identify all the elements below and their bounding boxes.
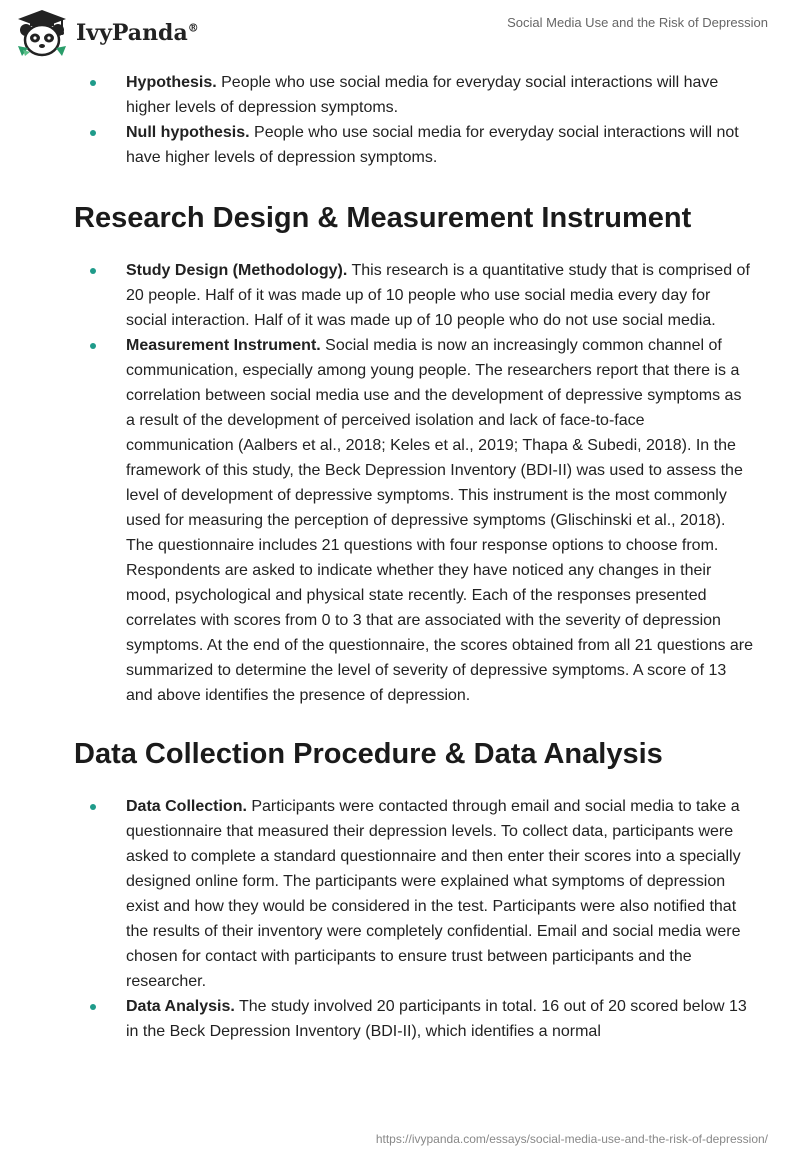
- bullet-icon: [90, 343, 96, 349]
- brand-name: IvyPanda®: [76, 20, 199, 46]
- ivypanda-logo[interactable]: [14, 8, 199, 58]
- list-item: Measurement Instrument. Social media is now an increasingly common channel of communication, especially among young people. The researchers report that there is a correlation between social media use and the development of depressive symptoms as a result of the development of perceived isolation and lack of face-to-face communication (Aalbers et al., 2018; Keles et al., 2019; Thapa & Subedi, 2018). In the framework of this study, the Beck Depression Inventory (BDI-II) was used to assess the level of development of depressive symptoms. This instrument is the most commonly used for measuring the perception of depressive symptoms (Glischinski et al., 2018). The questionnaire includes 21 questions with four response options to choose from. Respondents are asked to indicate whether they have noticed any changes in their mood, psychological and physical state recently. Each of the responses presented correlates with scores from 0 to 3 that are associated with the severity of depression symptoms. At the end of the questionnaire, the scores obtained from all 21 questions are summarized to determine the level of severity of depressive symptoms. A score of 13 and above identifies the presence of depression.: [74, 333, 754, 708]
- section-heading: Data Collection Procedure & Data Analysis: [74, 738, 663, 770]
- list-item: Study Design (Methodology). This research is a quantitative study that is comprised of 20 people. Half of it was made up of 10 people who use social media every day for social interaction. Half of it was made up of 10 people who do not use social media.: [74, 258, 754, 333]
- list-item: Data Analysis. The study involved 20 participants in total. 16 out of 20 scored below 13 in the Beck Depression Inventory (BDI-II), which identifies a normal: [74, 994, 754, 1044]
- section-list: [74, 258, 754, 708]
- bullet-icon: [90, 1004, 96, 1010]
- bullet-icon: [90, 80, 96, 86]
- list-item: Hypothesis. People who use social media for everyday social interactions will have higher levels of depression symptoms.: [74, 70, 754, 120]
- document-body: [74, 70, 754, 1044]
- list-item: Data Collection. Participants were contacted through email and social media to take a questionnaire that measured their depression levels. To collect data, participants were asked to complete a standard questionnaire and then enter their scores into a specially designed online form. The participants were explained what symptoms of depression exist and how they would be considered in the test. Participants were also notified that the results of their inventory were completely confidential. Email and social media were chosen for contact with participants to ensure trust between participants and the researcher.: [74, 794, 754, 994]
- section-heading: Research Design & Measurement Instrument: [74, 202, 692, 234]
- hypothesis-list: [74, 70, 754, 170]
- bullet-icon: [90, 268, 96, 274]
- section-list: [74, 794, 754, 1044]
- bullet-icon: [90, 130, 96, 136]
- running-title: Social Media Use and the Risk of Depression: [507, 15, 768, 30]
- list-item: Null hypothesis. People who use social media for everyday social interactions will not have higher levels of depression symptoms.: [74, 120, 754, 170]
- source-url[interactable]: https://ivypanda.com/essays/social-media-use-and-the-risk-of-depression/: [375, 1132, 768, 1146]
- page-header: [0, 0, 800, 62]
- bullet-icon: [90, 804, 96, 810]
- panda-graduate-icon: [14, 8, 70, 58]
